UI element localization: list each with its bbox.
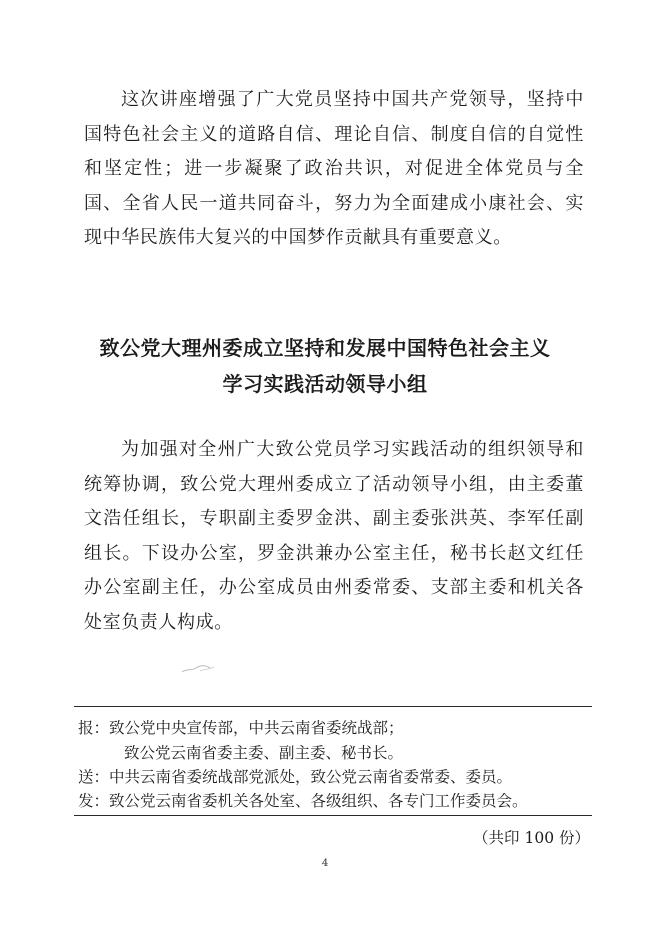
section-title-line-2: 学习实践活动领导小组 <box>222 372 428 396</box>
pen-smudge-mark <box>180 662 220 676</box>
print-copies-note: （共印 100 份） <box>473 829 590 847</box>
distribution-bottom-rule <box>74 815 592 816</box>
distribution-send-line: 送：中共云南省委统战部党派处，致公党云南省委常委、委员。 <box>78 768 513 786</box>
section-title-line-1: 致公党大理州委成立坚持和发展中国特色社会主义 <box>99 336 551 360</box>
body-paragraph-2: 为加强对全州广大致公党员学习实践活动的组织领导和统筹协调，致公党大理州委成立了活动领导小组，由主委董文浩任组长，专职副主委罗金洪、副主委张洪英、李军任副组长。下设办公室，罗金洪兼办公室主任，秘书长赵文红任办公室副主任，办公室成员由州委常委、支部主委和机关各处室负责人构成。 <box>84 439 584 633</box>
page-number: 4 <box>321 858 329 869</box>
distribution-report-line-continued: 致公党云南省委主委、副主委、秘书长。 <box>124 744 404 762</box>
distribution-report-line: 报：致公党中央宣传部，中共云南省委统战部； <box>78 719 404 737</box>
distribution-issue-line: 发：致公党云南省委机关各处室、各级组织、各专门工作委员会。 <box>78 792 528 810</box>
body-paragraph-1: 这次讲座增强了广大党员坚持中国共产党领导，坚持中国特色社会主义的道路自信、理论自信、制度自信的自觉性和坚定性；进一步凝聚了政治共识，对促进全体党员与全国、全省人民一道共同奋斗，努力为全面建成小康社会、实现中华民族伟大复兴的中国梦作贡献具有重要意义。 <box>84 89 584 249</box>
distribution-top-rule <box>74 706 592 707</box>
